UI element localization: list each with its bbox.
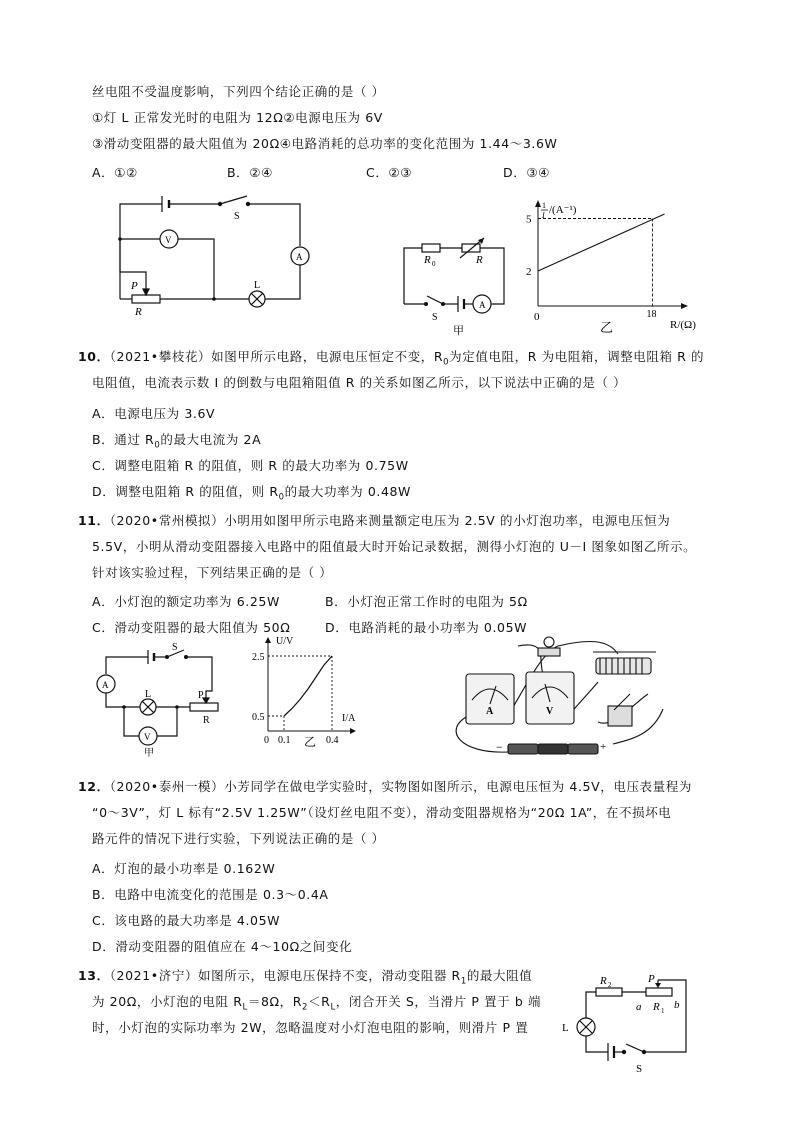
y-tick-label: 2.5 [252,652,265,663]
origin-label: 0 [534,311,540,323]
q11-line3: 针对该实验过程，下列结果正确的是（ ） [92,565,333,580]
origin-label: 0 [264,735,269,746]
figure-caption: 甲 [453,325,464,337]
y-axis-arrow [535,200,541,207]
q9-option-b[interactable]: B．②④ [227,165,273,180]
q9-line3: ③滑动变阻器的最大阻值为 20Ω④电路消耗的总功率的变化范围为 1.44～3.6W [92,136,558,151]
rheostat-label: R [203,715,210,726]
voltmeter-label: V [546,706,554,717]
q12-option-d[interactable]: D．滑动变阻器的阻值应在 4～10Ω之间变化 [92,939,353,954]
y-tick-label: 2 [526,266,532,278]
q11-circuit-diagram [92,640,232,760]
q11-option-d[interactable]: D．电路消耗的最小功率为 0.05W [325,620,528,635]
q13-line2: 为 20Ω，小灯泡的电阻 $R_L=8\Omega$，$R_2<R_L$，闭合开关 S，当滑片 P 置于 b 端 [92,994,542,1013]
voltmeter-label: V [144,732,151,742]
r0-letter: R [424,254,431,266]
q9-circuit-diagram [110,192,320,317]
q11-option-b[interactable]: B．小灯泡正常工作时的电阻为 5Ω [325,594,528,609]
q9-line1: 丝电阻不受温度影响，下列四个结论正确的是（ ） [92,84,385,99]
q10-option-c[interactable]: C．调整电阻箱 R 的阻值，则 R 的最大功率为 0.75W [92,458,409,473]
q12-option-b[interactable]: B．电路中电流变化的范围是 0.3～0.4A [92,887,329,902]
y-axis-label: /(A⁻¹) [549,204,577,216]
lamp-label: L [145,689,152,700]
series-line [538,214,665,271]
x-tick-label: 18 [646,309,657,320]
q9-line2: ①灯 L 正常发光时的电阻为 12Ω②电源电压为 6V [92,110,383,125]
q11-line2: 5.5V，小明从滑动变阻器接入电路中的阻值最大时开始记录数据，测得小灯泡的 U－I 图象如图乙所示。 [92,539,697,554]
figure-caption: 乙 [304,735,317,749]
r2-letter: R [600,975,607,987]
x-axis-arrow [681,303,688,309]
q10-option-b[interactable]: B．通过 $R_0$的最大电流为 2A [92,432,262,451]
end-a-label: a [636,1001,642,1013]
x-tick-label: 0.4 [326,735,339,746]
q12-line3: 路元件的情况下进行实验，下列说法正确的是（ ） [92,831,385,846]
positive-terminal-label: + [600,741,607,753]
lamp-label: L [562,1022,569,1034]
series-curve [284,656,332,716]
q9-option-d[interactable]: D．③④ [503,165,550,180]
y-tick-label: 0.5 [252,712,265,723]
x-axis-label: I/A [342,713,356,724]
q11-apparatus-illustration [448,634,670,760]
q12-line1: 12．（2020•泰州一模）小芳同学在做电学实验时，实物图如图所示，电源电压恒为 4.5V，电压表量程为 [78,779,692,794]
q10-line2: 电阻值，电流表示数 I 的倒数与电阻箱阻值 R 的关系如图乙所示，以下说法中正确的是（ ） [92,375,627,390]
q11-graph [248,634,368,754]
q12-option-a[interactable]: A．灯泡的最小功率是 0.162W [92,861,276,876]
q13-line3: 时，小灯泡的实际功率为 2W，忽略温度对小灯泡电阻的影响，则滑片 P 置 [92,1020,529,1035]
figure-caption: 乙 [600,320,614,335]
q11-option-c[interactable]: C．滑动变阻器的最大阻值为 50Ω [92,620,291,635]
q12-line2: “0～3V”，灯 L 标有“2.5V 1.25W”（设灯丝电阻不变），滑动变阻器规格为“20Ω 1A”，在不损坏电 [92,805,672,820]
x-axis-arrow [350,728,356,734]
voltmeter-label: V [165,235,172,245]
q13-line1: 13．（2021•济宁）如图所示，电源电压保持不变，滑动变阻器 $R_1$的最大阻值 [78,968,533,987]
q11-option-a[interactable]: A．小灯泡的额定功率为 6.25W [92,594,280,609]
q10-graph [520,198,700,333]
rheostat-label: R [135,306,142,318]
slider-label: P [648,973,655,985]
figure-caption: 甲 [144,748,154,759]
q10-circuit-diagram [400,236,510,336]
x-axis-label: R/(Ω) [670,319,696,331]
y-axis-label: U/V [276,636,294,647]
q10-option-a[interactable]: A．电源电压为 3.6V [92,406,216,421]
x-tick-label: 0.1 [278,735,291,746]
q9-option-a[interactable]: A．①② [92,165,138,180]
r-label: R [476,254,483,266]
ammeter-label: A [479,300,486,310]
q13-circuit-diagram [560,968,700,1076]
negative-terminal-label: − [496,740,503,754]
y-axis-arrow [265,637,271,643]
r0-subscript: 0 [432,260,436,268]
slider-label: P [198,690,204,701]
slider-label: P [131,280,138,292]
switch-label: S [636,1063,643,1075]
q10-line1: 10．（2021•攀枝花）如图甲所示电路，电源电压恒定不变，$R_0$为定值电阻，R 为电阻箱，调整电阻箱 R 的 [78,349,705,368]
q12-option-c[interactable]: C．该电路的最大功率是 4.05W [92,913,281,928]
switch-label: S [234,211,240,222]
r1-subscript: 1 [661,1007,665,1015]
r1-letter: R [653,1001,660,1013]
ammeter-label: A [102,680,109,690]
r2-subscript: 2 [608,981,612,989]
y-tick-label: 5 [526,213,532,226]
ammeter-label: A [296,252,303,262]
switch-label: S [432,312,438,323]
ammeter-label: A [486,706,494,717]
q9-option-c[interactable]: C．②③ [366,165,413,180]
switch-label: S [172,642,178,653]
lamp-label: L [254,280,261,291]
q10-option-d[interactable]: D．调整电阻箱 R 的阻值，则 $R_0$的最大功率为 0.48W [92,484,412,503]
q11-line1: 11．（2020•常州模拟）小明用如图甲所示电路来测量额定电压为 2.5V 的小灯泡功率，电源电压恒为 [78,513,671,528]
y-axis-fraction: 1 [542,201,546,210]
y-axis-fraction-denominator: I [542,211,545,220]
end-b-label: b [674,999,680,1011]
